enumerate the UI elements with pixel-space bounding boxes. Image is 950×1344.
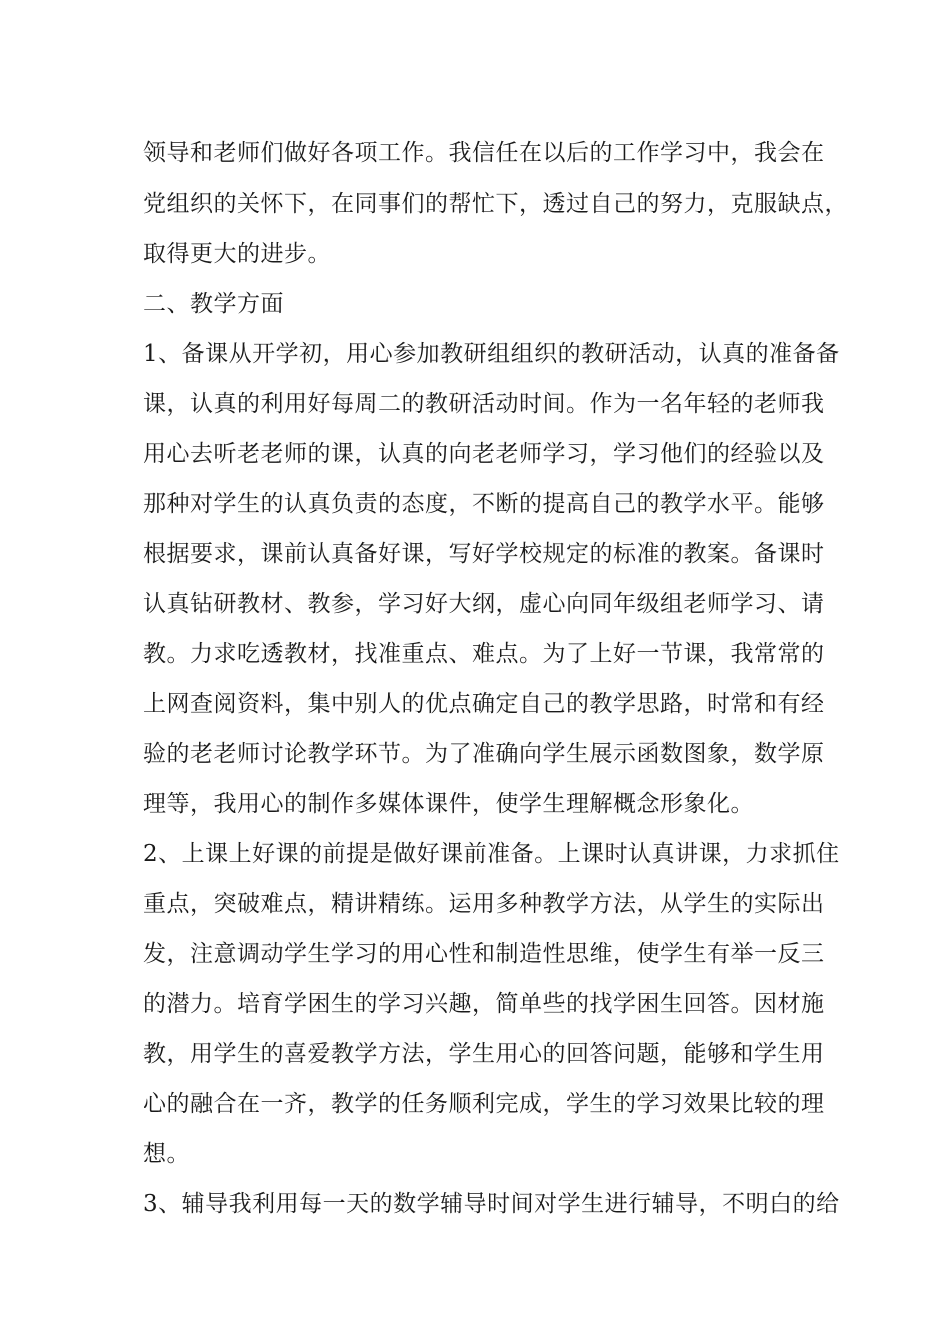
text-line: 理等，我用心的制作多媒体课件，使学生理解概念形象化。: [143, 791, 754, 817]
text-line: 教。力求吃透教材，找准重点、难点。为了上好一节课，我常常的: [143, 641, 825, 667]
text-line: 上网查阅资料，集中别人的优点确定自己的教学思路，时常和有经: [143, 691, 825, 717]
text-line: 2、上课上好课的前提是做好课前准备。上课时认真讲课，力求抓住: [143, 841, 840, 867]
text-line: 教，用学生的喜爱教学方法，学生用心的回答问题，能够和学生用: [143, 1041, 825, 1067]
text-line: 想。: [143, 1141, 190, 1167]
text-line: 3、辅导我利用每一天的数学辅导时间对学生进行辅导，不明白的给: [143, 1191, 840, 1217]
section-heading: 二、教学方面: [143, 291, 284, 317]
text-line: 党组织的关怀下，在同事们的帮忙下，透过自己的努力，克服缺点，: [143, 191, 848, 217]
text-line: 验的老老师讨论教学环节。为了准确向学生展示函数图象，数学原: [143, 741, 825, 767]
text-line: 发，注意调动学生学习的用心性和制造性思维，使学生有举一反三: [143, 941, 825, 967]
text-line: 课，认真的利用好每周二的教研活动时间。作为一名年轻的老师我: [143, 391, 825, 417]
text-line: 取得更大的进步。: [143, 241, 331, 267]
text-line: 根据要求，课前认真备好课，写好学校规定的标准的教案。备课时: [143, 541, 825, 567]
text-line: 那种对学生的认真负责的态度，不断的提高自己的教学水平。能够: [143, 491, 825, 517]
text-line: 领导和老师们做好各项工作。我信任在以后的工作学习中，我会在: [143, 140, 825, 166]
text-line: 心的融合在一齐，教学的任务顺利完成，学生的学习效果比较的理: [143, 1091, 825, 1117]
text-line: 1、备课从开学初，用心参加教研组组织的教研活动，认真的准备备: [143, 341, 840, 367]
text-line: 的潜力。培育学困生的学习兴趣，简单些的找学困生回答。因材施: [143, 991, 825, 1017]
text-line: 认真钻研教材、教参，学习好大纲，虚心向同年级组老师学习、请: [143, 591, 825, 617]
text-line: 重点，突破难点，精讲精练。运用多种教学方法，从学生的实际出: [143, 891, 825, 917]
text-line: 用心去听老老师的课，认真的向老老师学习，学习他们的经验以及: [143, 441, 825, 467]
